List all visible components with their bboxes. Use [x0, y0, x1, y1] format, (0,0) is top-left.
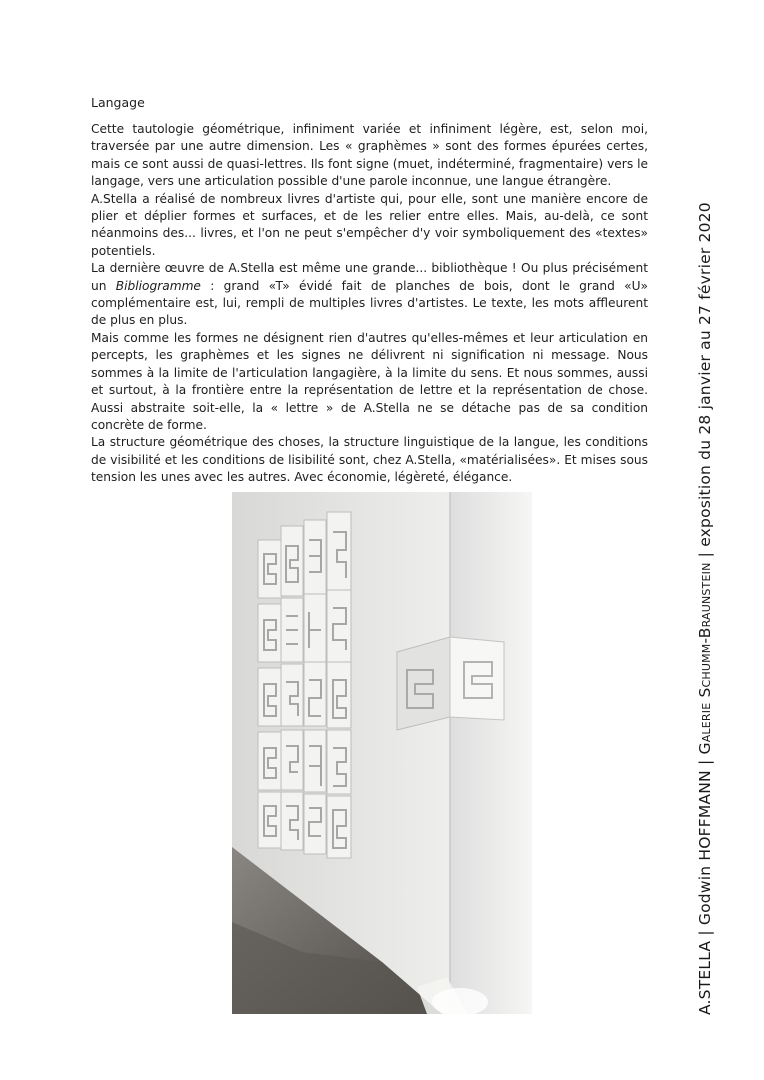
installation-illustration — [232, 492, 532, 1014]
paragraph-4: Mais comme les formes ne désignent rien d'autres qu'elles-mêmes et leur articulation en percepts, les graphèmes et les signes ne délivrent ni signification ni message. Nous sommes à la limite de l'articulation langagière, à la limite du sens. Et nous sommes, aussi et surtout, à la frontière entre la représentation de lettre et la représentation de chose. Aussi abstraite soit-elle, la « lettre » de A.Stella ne se détache pas de sa condition concrète de forme. — [91, 330, 648, 432]
paragraph-3 — [91, 260, 648, 330]
separator: | — [696, 754, 714, 771]
sidebar-caption — [696, 202, 714, 1015]
paragraph-3-end: : grand «T» évidé fait de planches de bois, dont le grand «U» complémentaire est, lui, rempli de multiples livres d'artistes. Le texte, les mots affleurent de plus en plus. — [91, 278, 648, 328]
corner-sculpture — [397, 637, 504, 730]
gallery-name: Galerie Schumm-Braunstein — [696, 562, 714, 755]
paragraph-5: La structure géométrique des choses, la structure linguistique de la langue, les conditions de visibilité et les conditions de lisibilité sont, chez A.Stella, «matérialisées». Et mises sous tension les unes avec les autres. Avec économie, légèreté, élégance. — [91, 435, 648, 485]
paragraph-3-start: La dernière œuvre de A.Stella est même une grande... bibliothèque ! Ou plus précisément un — [91, 261, 648, 293]
separator: | — [696, 925, 714, 941]
artwork-photo — [232, 492, 532, 1014]
paragraph-2: A.Stella a réalisé de nombreux livres d'artiste qui, pour elle, sont une manière encore de plier et déplier formes et surfaces, et de les relier entre elles. Mais, au-delà, ce sont néanmoins des... livres, et l'on ne peut s'empêcher d'y voir symboliquement des «textes» potentiels. — [91, 191, 648, 258]
article-body — [91, 121, 648, 487]
author-name: Godwin HOFFMANN — [696, 770, 714, 926]
exhibition-dates: exposition du 28 janvier au 27 février 2020 — [696, 202, 714, 547]
paragraph-1: Cette tautologie géométrique, infiniment variée et infiniment légère, est, selon moi, traversée par une autre dimension. Les « graphèmes » sont des formes épurées certes, mais ce sont aussi de quasi-lettres. Ils font signe (muet, indéterminé, fragmentaire) vers le langage, vers une articulation possible d'une parole inconnue, une langue étrangère. — [91, 122, 648, 189]
separator: | — [696, 546, 714, 563]
section-heading: Langage — [91, 95, 145, 110]
right-wall — [450, 492, 532, 1014]
bibliogramme-title: Bibliogramme — [115, 278, 201, 293]
artist-name: A.STELLA — [696, 940, 714, 1015]
